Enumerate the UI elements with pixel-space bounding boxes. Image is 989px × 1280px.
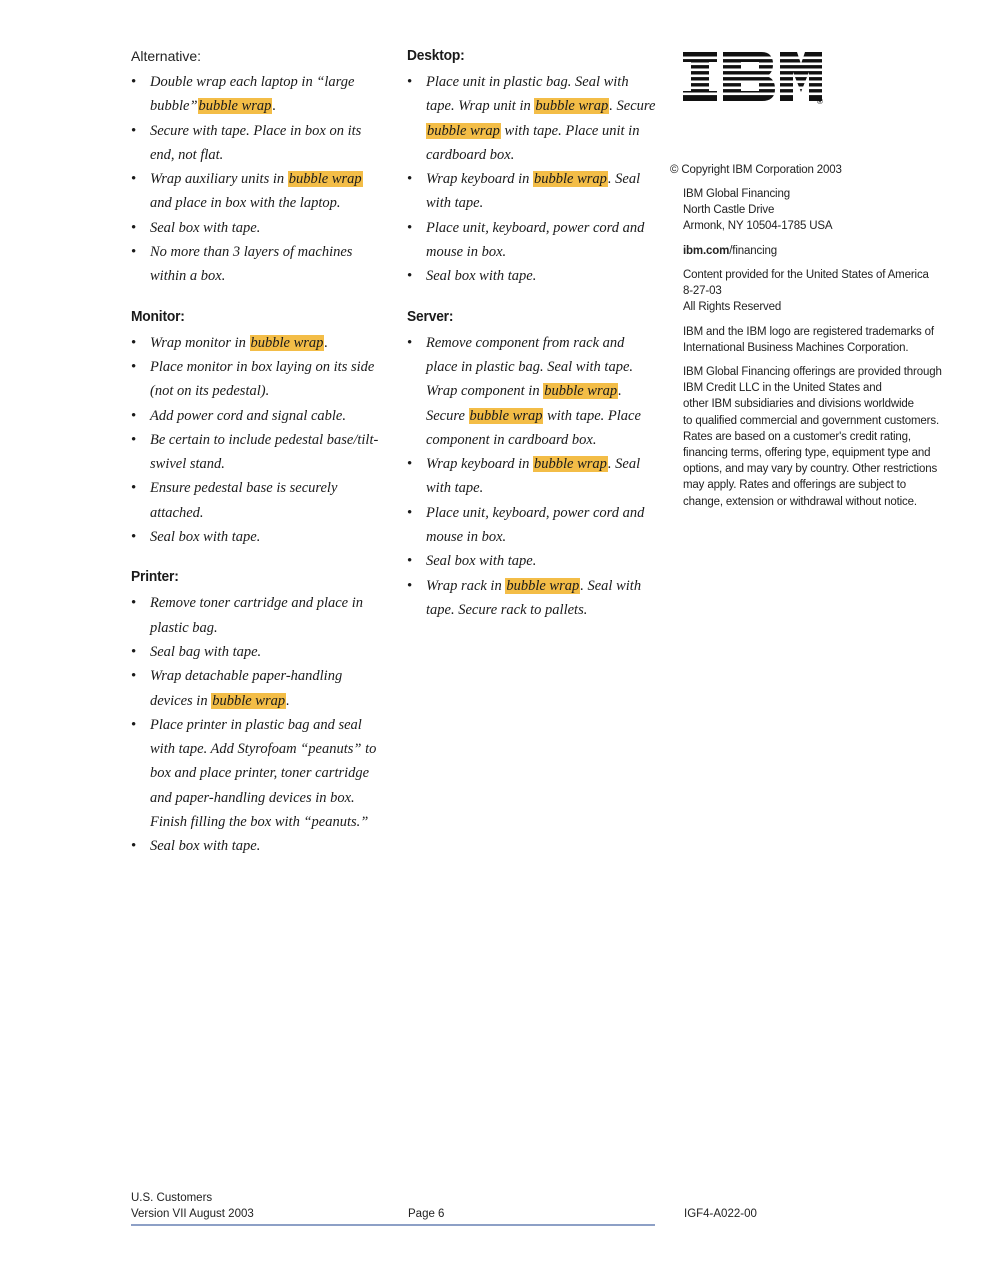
footer-left (131, 1190, 254, 1222)
list-item (131, 240, 381, 289)
middle-column (407, 46, 657, 622)
text-line: Content provided for the United States of America (683, 269, 929, 281)
highlighted-text: bubble wrap (288, 171, 362, 188)
list-item (131, 119, 381, 168)
website-domain: ibm.com (683, 245, 730, 257)
list-item (407, 549, 657, 573)
item-text: Place monitor in box laying on its side (not on its pedestal). (150, 358, 375, 400)
text-line: change, extension or withdrawal without notice. (683, 495, 917, 508)
alternative-label: Alternative: (131, 48, 202, 64)
text-line: may apply. Rates and offerings are subject to (683, 479, 906, 492)
highlighted-text: bubble wrap (469, 407, 543, 424)
item-text: Double wrap each laptop in “large bubble” (150, 74, 355, 115)
highlighted-text: bubble wrap (212, 692, 286, 709)
monitor-heading: Monitor: (131, 307, 185, 325)
list-item (407, 574, 657, 623)
item-text: Seal box with tape. (150, 838, 261, 855)
list-item (407, 264, 657, 288)
text-line: IBM Global Financing (683, 188, 790, 200)
highlighted-text: bubble wrap (198, 98, 272, 115)
text-line: Rates are based on a customer's credit rating, (683, 430, 911, 443)
item-text: . Seal with tape. Secure rack to pallets. (426, 577, 642, 618)
item-text: Seal bag with tape. (150, 643, 262, 660)
server-list (407, 331, 657, 623)
alternative-list (131, 70, 381, 289)
item-text: Secure with tape. Place in box on its end, not flat. (150, 122, 362, 163)
website-path: /financing (729, 245, 777, 257)
item-text: Place unit in plastic bag. Seal with tape. Wrap unit in (426, 74, 629, 115)
list-item (407, 331, 657, 452)
highlighted-text: bubble wrap (534, 456, 607, 473)
highlighted-text: bubble wrap (250, 334, 324, 351)
item-text: Place unit, keyboard, power cord and mouse in box. (426, 219, 645, 261)
list-item (131, 167, 381, 216)
website-link[interactable] (683, 243, 953, 259)
item-text: Place unit, keyboard, power cord and mouse in box. (426, 504, 645, 546)
item-text: with tape. Place component in cardboard box. (426, 407, 641, 448)
item-text: . (286, 692, 290, 709)
item-text: . (618, 383, 622, 400)
text-line: financing terms, offering type, equipment type and (683, 447, 931, 460)
list-item (131, 216, 381, 240)
item-text: with tape. Place unit in cardboard box. (426, 122, 640, 163)
list-item (131, 664, 381, 713)
highlighted-text: bubble wrap (427, 122, 500, 139)
text-line: All Rights Reserved (683, 301, 782, 314)
text-line: North Castle Drive (683, 204, 775, 217)
list-item (131, 834, 381, 858)
ibm-logo-icon (683, 50, 823, 106)
item-text: Remove toner cartridge and place in plastic bag. (150, 595, 364, 636)
item-text: Wrap detachable paper-handling devices in (150, 668, 343, 709)
item-text: Seal box with tape. (426, 268, 537, 285)
printer-list (131, 591, 381, 858)
list-item (407, 216, 657, 265)
address-block (683, 186, 953, 235)
item-text: Seal box with tape. (426, 553, 537, 570)
item-text: . (609, 98, 613, 115)
item-text: Seal box with tape. (150, 219, 261, 236)
item-text: Secure (612, 98, 656, 115)
list-item (131, 640, 381, 664)
server-heading: Server: (407, 307, 454, 325)
text-line: IBM Credit LLC in the United States and (683, 382, 882, 395)
list-item (407, 70, 657, 167)
item-text: Wrap keyboard in (426, 456, 533, 473)
item-text: Ensure pedestal base is securely attached. (150, 480, 338, 521)
item-text: and place in box with the laptop. (150, 195, 341, 212)
item-text: Wrap keyboard in (426, 171, 533, 188)
printer-heading: Printer: (131, 568, 179, 586)
highlighted-text: bubble wrap (534, 171, 607, 188)
list-item (131, 70, 381, 119)
list-item (131, 404, 381, 428)
text-line: options, and may vary by country. Other restrictions (683, 463, 938, 476)
left-column (131, 46, 381, 859)
item-text: . (324, 334, 329, 351)
text-line: IBM and the IBM logo are registered trademarks of (683, 326, 934, 338)
footer-audience: U.S. Customers (131, 1192, 213, 1204)
item-text: . Seal with tape. (426, 456, 641, 497)
text-line: Armonk, NY 10504-1785 USA (683, 220, 833, 233)
item-text: No more than 3 layers of machines within a box. (150, 244, 353, 285)
text-line: 8-27-03 (683, 285, 722, 298)
item-text: . Seal with tape. (426, 171, 641, 212)
monitor-list (131, 331, 381, 550)
item-text: Wrap auxiliary units in (150, 171, 288, 188)
copyright-notice: © Copyright IBM Corporation 2003 (670, 164, 842, 176)
item-text: Remove component from rack and place in plastic bag. Seal with tape. Wrap component in (426, 334, 634, 400)
item-text: . (272, 98, 277, 115)
highlighted-text: bubble wrap (506, 577, 580, 594)
footer-page-number: Page 6 (408, 1208, 445, 1220)
list-item (131, 525, 381, 549)
highlighted-text: bubble wrap (544, 383, 618, 400)
item-text: Seal box with tape. (150, 529, 261, 546)
list-item (131, 591, 381, 640)
item-text: Secure (426, 407, 469, 424)
list-item (407, 167, 657, 216)
list-item (131, 476, 381, 525)
trademark-notice (683, 324, 953, 356)
highlighted-text: bubble wrap (535, 98, 609, 115)
list-item (131, 713, 381, 834)
text-line: other IBM subsidiaries and divisions worldwide (683, 398, 914, 411)
footer-document-code: IGF4-A022-00 (684, 1208, 757, 1220)
list-item (407, 501, 657, 550)
item-text: Be certain to include pedestal base/tilt-swivel stand. (150, 431, 379, 473)
list-item (131, 428, 381, 477)
item-text: Add power cord and signal cable. (150, 407, 346, 424)
content-provided-block (683, 267, 953, 316)
list-item (407, 452, 657, 501)
desktop-list (407, 70, 657, 289)
offerings-disclaimer (683, 364, 953, 510)
text-line: to qualified commercial and government customers. (683, 414, 939, 427)
text-line: IBM Global Financing offerings are provided through (683, 366, 942, 378)
desktop-heading: Desktop: (407, 47, 465, 64)
item-text: Wrap rack in (426, 577, 506, 594)
item-text: Wrap monitor in (150, 334, 250, 351)
list-item (131, 331, 381, 355)
list-item (131, 355, 381, 404)
registered-mark: ® (817, 97, 823, 106)
footer-version: Version VII August 2003 (131, 1208, 254, 1220)
footer-rule (131, 1224, 655, 1226)
item-text: Place printer in plastic bag and seal with tape. Add Styrofoam “peanuts” to box and place printer, toner cartridge and paper-handling devices in box. Finish filling the box with “peanuts.” (150, 716, 377, 831)
text-line: International Business Machines Corporation. (683, 342, 909, 355)
